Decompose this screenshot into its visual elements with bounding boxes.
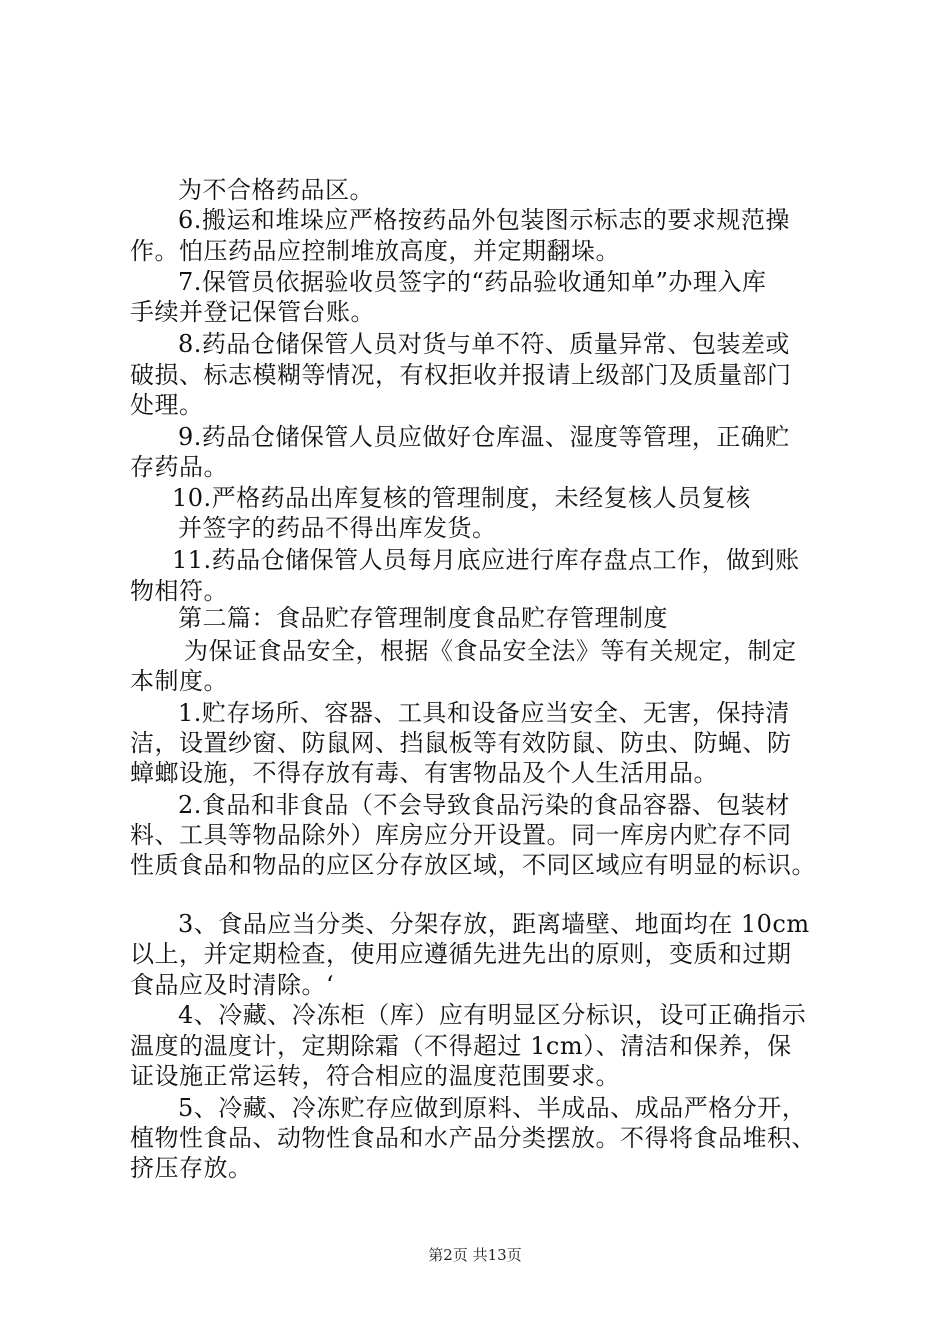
text-line: 破损、标志模糊等情况，有权拒收并报请上级部门及质量部门 — [130, 361, 792, 389]
text-line: 蟑螂设施，不得存放有毒、有害物品及个人生活用品。 — [130, 759, 718, 787]
text-line: 食品应及时清除。‘ — [130, 971, 335, 999]
text-line: 3、食品应当分类、分架存放，距离墙壁、地面均在 10cm — [178, 910, 810, 938]
text-line: 挤压存放。 — [130, 1154, 253, 1182]
text-line: 并签字的药品不得出库发货。 — [178, 514, 497, 542]
text-line: 8.药品仓储保管人员对货与单不符、质量异常、包装差或 — [178, 330, 790, 358]
text-line: 1.贮存场所、容器、工具和设备应当安全、无害，保持清 — [178, 699, 790, 727]
text-line: 4、冷藏、冷冻柜（库）应有明显区分标识，设可正确指示 — [178, 1001, 807, 1029]
text-line: 植物性食品、动物性食品和水产品分类摆放。不得将食品堆积、 — [130, 1124, 816, 1152]
section-heading: 第二篇：食品贮存管理制度食品贮存管理制度 — [178, 604, 668, 632]
text-line: 手续并登记保管台账。 — [130, 298, 375, 326]
text-line: 10.严格药品出库复核的管理制度，未经复核人员复核 — [172, 484, 751, 512]
text-line: 物相符。 — [130, 577, 228, 605]
text-line: 6.搬运和堆垛应严格按药品外包装图示标志的要求规范操 — [178, 206, 790, 234]
text-line: 以上，并定期检查，使用应遵循先进先出的原则，变质和过期 — [130, 940, 792, 968]
text-line: 11.药品仓储保管人员每月底应进行库存盘点工作，做到账 — [172, 546, 800, 574]
text-line: 7.保管员依据验收员签字的“药品验收通知单”办理入库 — [178, 268, 767, 296]
text-line: 性质食品和物品的应区分存放区域，不同区域应有明显的标识。 — [130, 851, 816, 879]
text-line: 9.药品仓储保管人员应做好仓库温、湿度等管理，正确贮 — [178, 423, 790, 451]
text-line: 5、冷藏、冷冻贮存应做到原料、半成品、成品严格分开， — [178, 1094, 807, 1122]
page-number: 第2页 共13页 — [428, 1246, 522, 1264]
text-line: 为保证食品安全，根据《食品安全法》等有关规定，制定 — [184, 637, 797, 665]
text-line: 存药品。 — [130, 453, 228, 481]
text-line: 为不合格药品区。 — [178, 176, 374, 204]
text-line: 本制度。 — [130, 667, 228, 695]
text-line: 料、工具等物品除外）库房应分开设置。同一库房内贮存不同 — [130, 821, 792, 849]
text-line: 处理。 — [130, 391, 204, 419]
text-line: 2.食品和非食品（不会导致食品污染的食品容器、包装材 — [178, 791, 790, 819]
text-line: 洁，设置纱窗、防鼠网、挡鼠板等有效防鼠、防虫、防蝇、防 — [130, 729, 792, 757]
text-line: 温度的温度计，定期除霜（不得超过 1cm）、清洁和保养，保 — [130, 1032, 792, 1060]
text-line: 证设施正常运转，符合相应的温度范围要求。 — [130, 1062, 620, 1090]
text-line: 作。怕压药品应控制堆放高度，并定期翻垛。 — [130, 237, 620, 265]
